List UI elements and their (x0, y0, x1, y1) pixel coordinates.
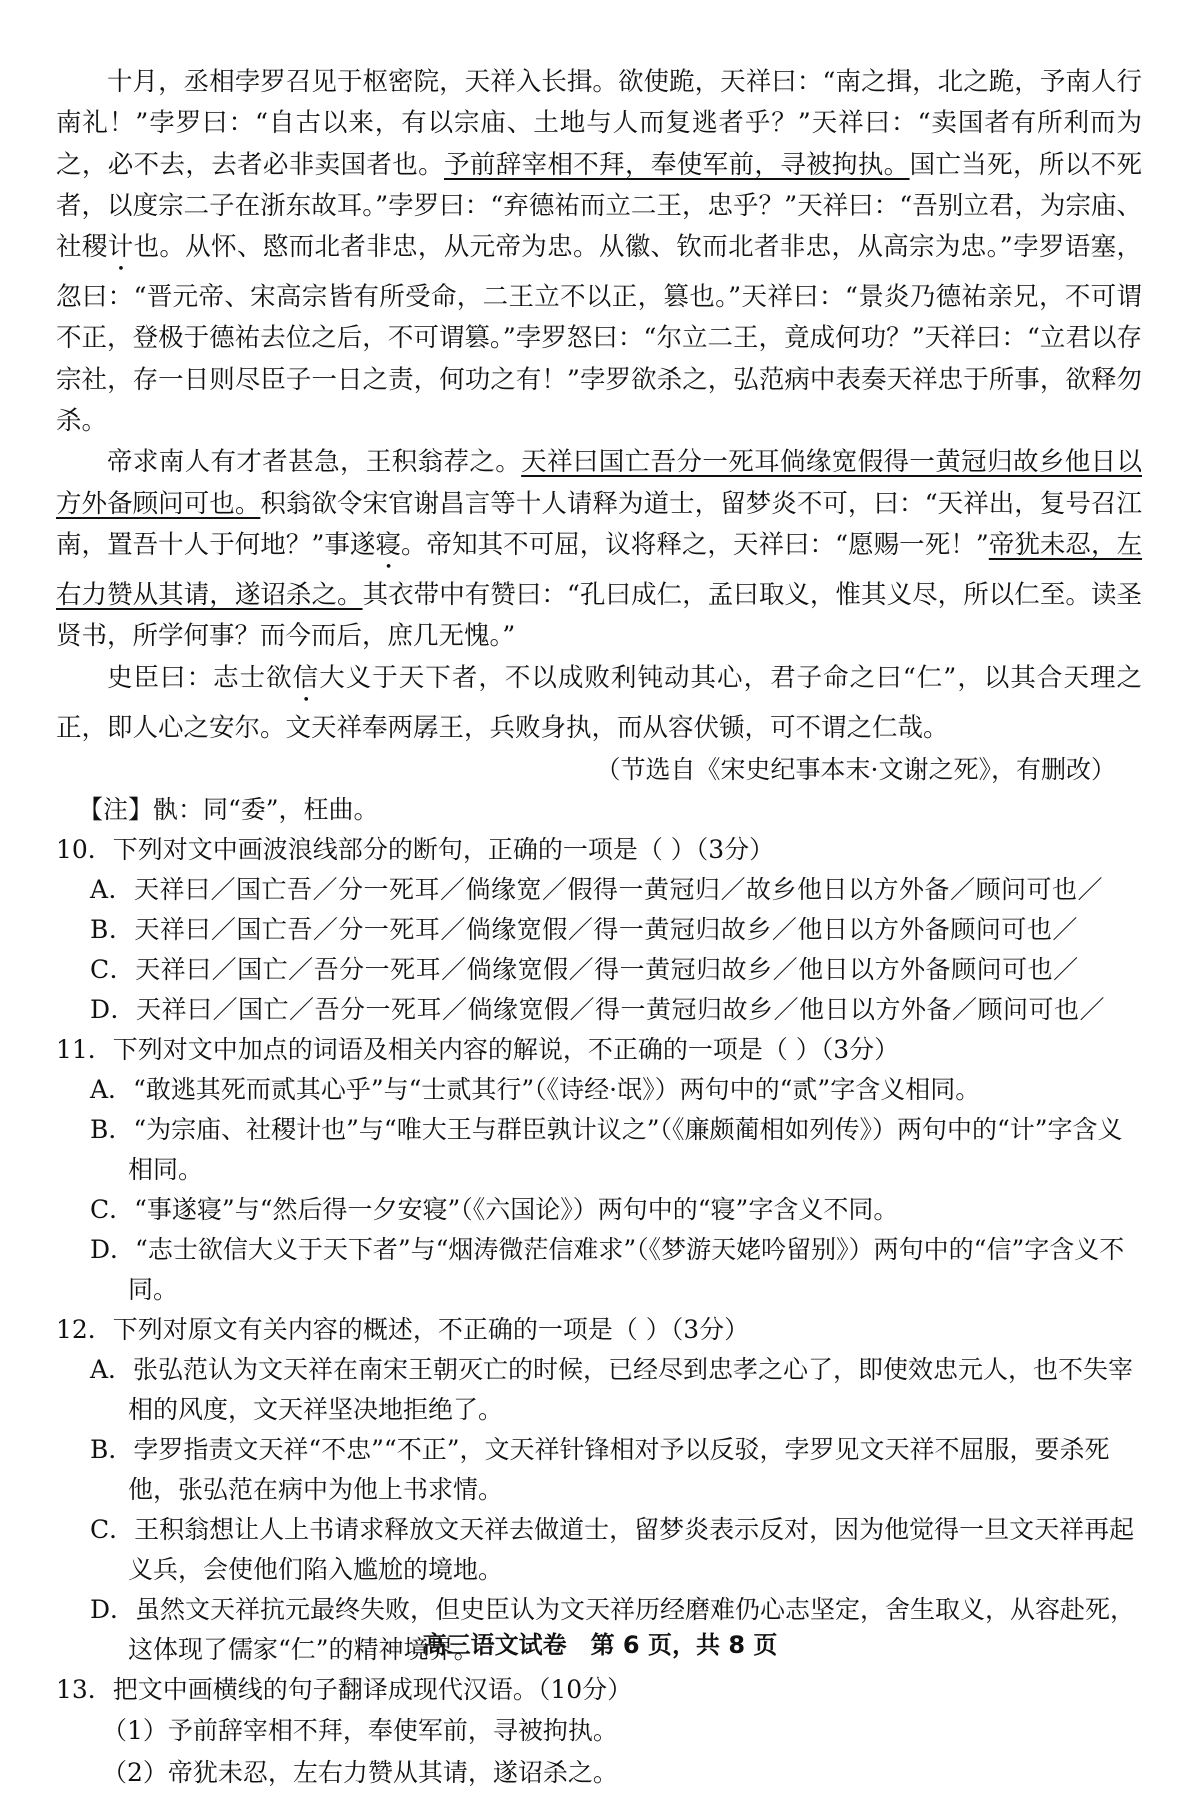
option-c: C．天祥曰／国亡／吾分一死耳／倘缘宽假／得一黄冠归故乡／他日以方外备顾问可也／ (90, 954, 1079, 984)
option-b: B．“为宗庙、社稷计也”与“唯大王与群臣孰计议之”（《廉颇蔺相如列传》）两句中的“计”字含义相同。 (90, 1114, 1123, 1184)
option-a: A．“敢逃其死而贰其心乎”与“士贰其行”（《诗经·氓》）两句中的“贰”字含义相同。 (90, 1074, 981, 1104)
option-c: C．“事遂寝”与“然后得一夕安寝”（《六国论》）两句中的“寝”字含义不同。 (90, 1194, 899, 1224)
question-11 (56, 1030, 1142, 1310)
question-stem: 10．下列对文中画波浪线部分的断句，正确的一项是（ ）（3分） (56, 834, 775, 864)
dotted-word-xin: 信 (292, 662, 320, 693)
footnote: 【注】骫：同“委”，枉曲。 (78, 794, 379, 824)
question-10 (56, 830, 1142, 1030)
passage-paragraph-3: 史臣曰：志士欲信大义于天下者，不以成败利钝动其心，君子命之曰“仁”，以其合天理之正，即人心之安尔。文天祥奉两孱王，兵败身执，而从容伏锧，可不谓之仁哉。 (56, 662, 1142, 743)
dotted-word-ji: 计 (107, 232, 134, 263)
option-d: D．虽然文天祥抗元最终失败，但史臣认为文天祥历经磨难仍心志坚定，舍生取义，从容赴死，这体现了儒家“仁”的精神境界。 (90, 1594, 1136, 1664)
question-stem: 13．把文中画横线的句子翻译成现代汉语。（10分） (56, 1674, 633, 1704)
passage-paragraph-1: 十月，丞相孛罗召见于枢密院，天祥入长揖。欲使跪，天祥曰：“南之揖，北之跪，予南人行南礼！”孛罗曰：“自古以来，有以宗庙、土地与人而复逃者乎？”天祥曰：“卖国者有所利而为之，必不去，去者必非卖国者也。予前辞宰相不拜，奉使军前，寻被拘执。国亡当死，所以不死者，以度宗二子在浙东故耳。”孛罗曰：“弃德祐而立二王，忠乎？”天祥曰：“吾别立君，为宗庙、社稷计也。从怀、愍而北者非忠，从元帝为忠。从徽、钦而北者非忠，从高宗为忠。”孛罗语塞，忽曰：“晋元帝、宋高宗皆有所受命，二王立不以正，篡也。”天祥曰：“景炎乃德祐亲兄，不可谓不正，登极于德祐去位之后，不可谓篡。”孛罗怒曰：“尔立二王，竟成何功？”天祥曰：“立君以存宗社，存一日则尽臣子一日之责，何功之有！”孛罗欲杀之，弘范病中表奏天祥忠于所事，欲释勿杀。 (56, 67, 1142, 437)
option-d: D．“志士欲信大义于天下者”与“烟涛微茫信难求”（《梦游天姥吟留别》）两句中的“信”字含义不同。 (90, 1234, 1125, 1304)
underlined-sentence-1: 予前辞宰相不拜，奉使军前，寻被拘执。 (443, 149, 910, 180)
option-a: A．天祥曰／国亡吾／分一死耳／倘缘宽／假得一黄冠归／故乡他日以方外备／顾问可也／ (90, 874, 1104, 904)
option-c: C．王积翁想让人上书请求释放文天祥去做道士，留梦炎表示反对，因为他觉得一旦文天祥再起义兵，会使他们陷入尴尬的境地。 (90, 1514, 1135, 1584)
option-b: B．天祥曰／国亡吾／分一死耳／倘缘宽假／得一黄冠归故乡／他日以方外备顾问可也／ (90, 914, 1078, 944)
question-13 (56, 1670, 1142, 1794)
option-b: B．孛罗指责文天祥“不忠”“不正”，文天祥针锋相对予以反驳，孛罗见文天祥不屈服，要杀死他，张弘范在病中为他上书求情。 (90, 1434, 1110, 1504)
option-d: D．天祥曰／国亡／吾分一死耳／倘缘宽假／得一黄冠归故乡／他日以方外备／顾问可也／ (90, 994, 1106, 1024)
source-citation: （节选自《宋史纪事本末·文谢之死》，有删改） (595, 754, 1116, 784)
dotted-word-qin: 寝 (375, 529, 401, 560)
underlined-sentence-2: 帝犹未忍，左右力赞从其请，遂诏杀之。 (56, 529, 1142, 610)
question-12 (56, 1310, 1142, 1670)
question-stem: 12．下列对原文有关内容的概述，不正确的一项是（ ）（3分） (56, 1314, 750, 1344)
page-footer: 高三语文试卷 第 6 页，共 8 页 (422, 1631, 778, 1659)
translation-item-1: （1）予前辞宰相不拜，奉使军前，寻被拘执。 (102, 1715, 618, 1745)
translation-item-2: （2）帝犹未忍，左右力赞从其请，遂诏杀之。 (102, 1757, 618, 1787)
passage-paragraph-2: 帝求南人有才者甚急，王积翁荐之。天祥曰国亡吾分一死耳倘缘宽假得一黄冠归故乡他日以方外备顾问可也。积翁欲令宋官谢昌言等十人请释为道士，留梦炎不可，曰：“天祥出，复号召江南，置吾十人于何地？”事遂寝。帝知其不可屈，议将释之，天祥曰：“愿赐一死！”帝犹未忍，左右力赞从其请，遂诏杀之。其衣带中有赞曰：“孔曰成仁，孟曰取义，惟其义尽，所以仁至。读圣贤书，所学何事？而今而后，庶几无愧。” (56, 447, 1142, 652)
option-a: A．张弘范认为文天祥在南宋王朝灭亡的时候，已经尽到忠孝之心了，即使效忠元人，也不失宰相的风度，文天祥坚决地拒绝了。 (90, 1354, 1134, 1424)
question-stem: 11．下列对文中加点的词语及相关内容的解说，不正确的一项是（ ）（3分） (56, 1034, 900, 1064)
wavy-line-sentence: 天祥曰国亡吾分一死耳倘缘宽假得一黄冠归故乡他日以方外备顾问可也。 (56, 447, 1142, 519)
